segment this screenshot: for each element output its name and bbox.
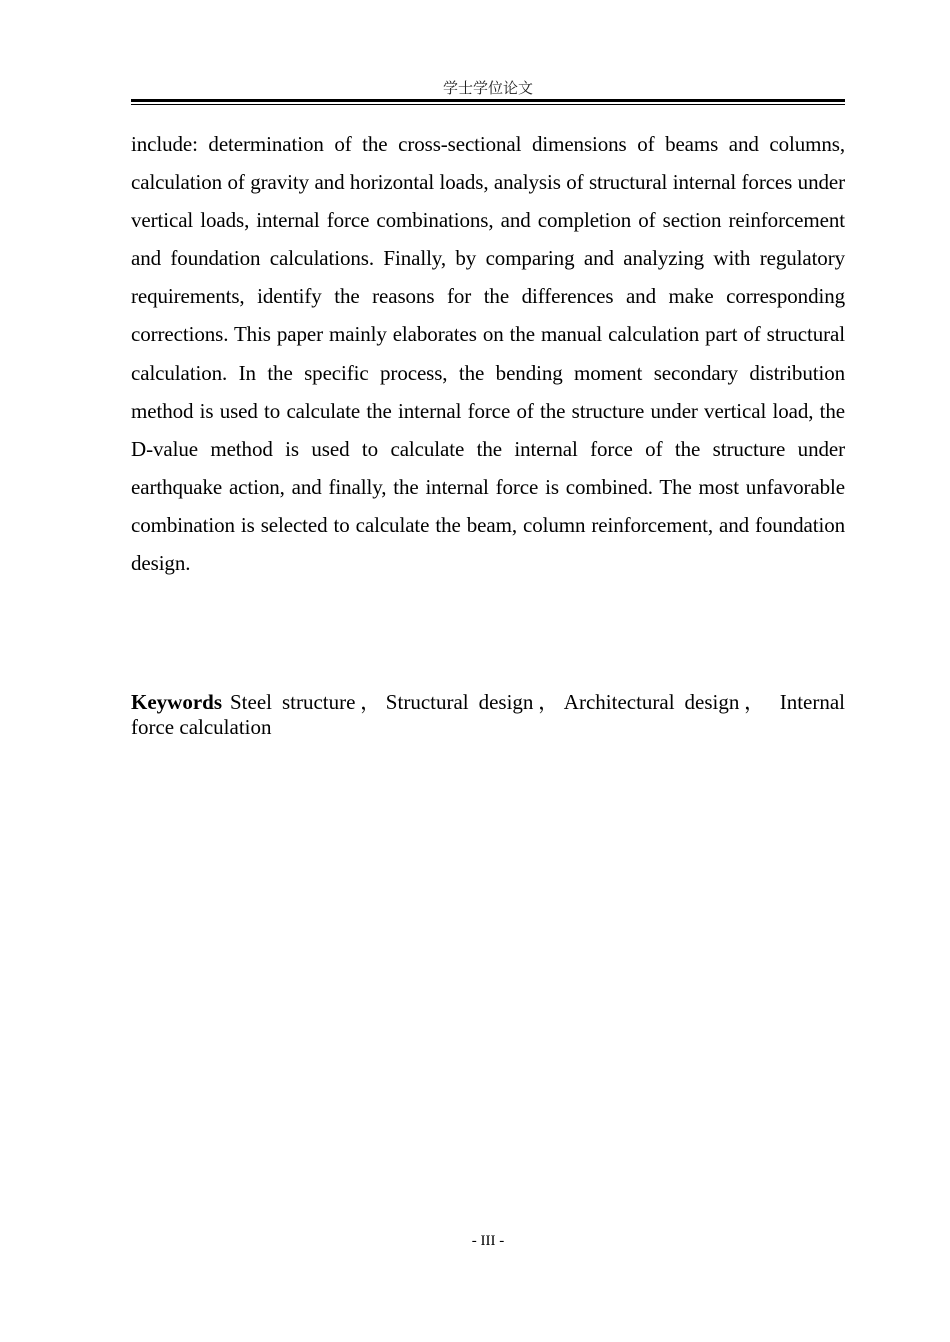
keywords-line: [131, 690, 845, 740]
page-number: - III -: [471, 1233, 505, 1249]
header-double-rule: [131, 99, 845, 105]
keywords-label: Keywords: [131, 690, 222, 714]
running-header: 学士学位论文: [442, 79, 533, 97]
abstract-body-text: include: determination of the cross-sectional dimensions of beams and columns, calculation of gravity and horizontal loads, analysis of structural internal forces under vertical loads, internal force combinations, and completion of section reinforcement and foundation calculations. Finally, by comparing and analyzing with regulatory requirements, identify the reasons for the differences and make corresponding corrections. This paper mainly elaborates on the manual calculation part of structural calculation. In the specific process, the bending moment secondary distribution method is used to calculate the internal force of the structure under vertical load, the D-value method is used to calculate the internal force of the structure under earthquake action, and finally, the internal force is combined. The most unfavorable combination is selected to calculate the beam, column reinforcement, and foundation design.: [131, 132, 845, 576]
keywords-list: Steel structure，Structural design，Architectural design， Internal force calculation: [131, 690, 845, 739]
